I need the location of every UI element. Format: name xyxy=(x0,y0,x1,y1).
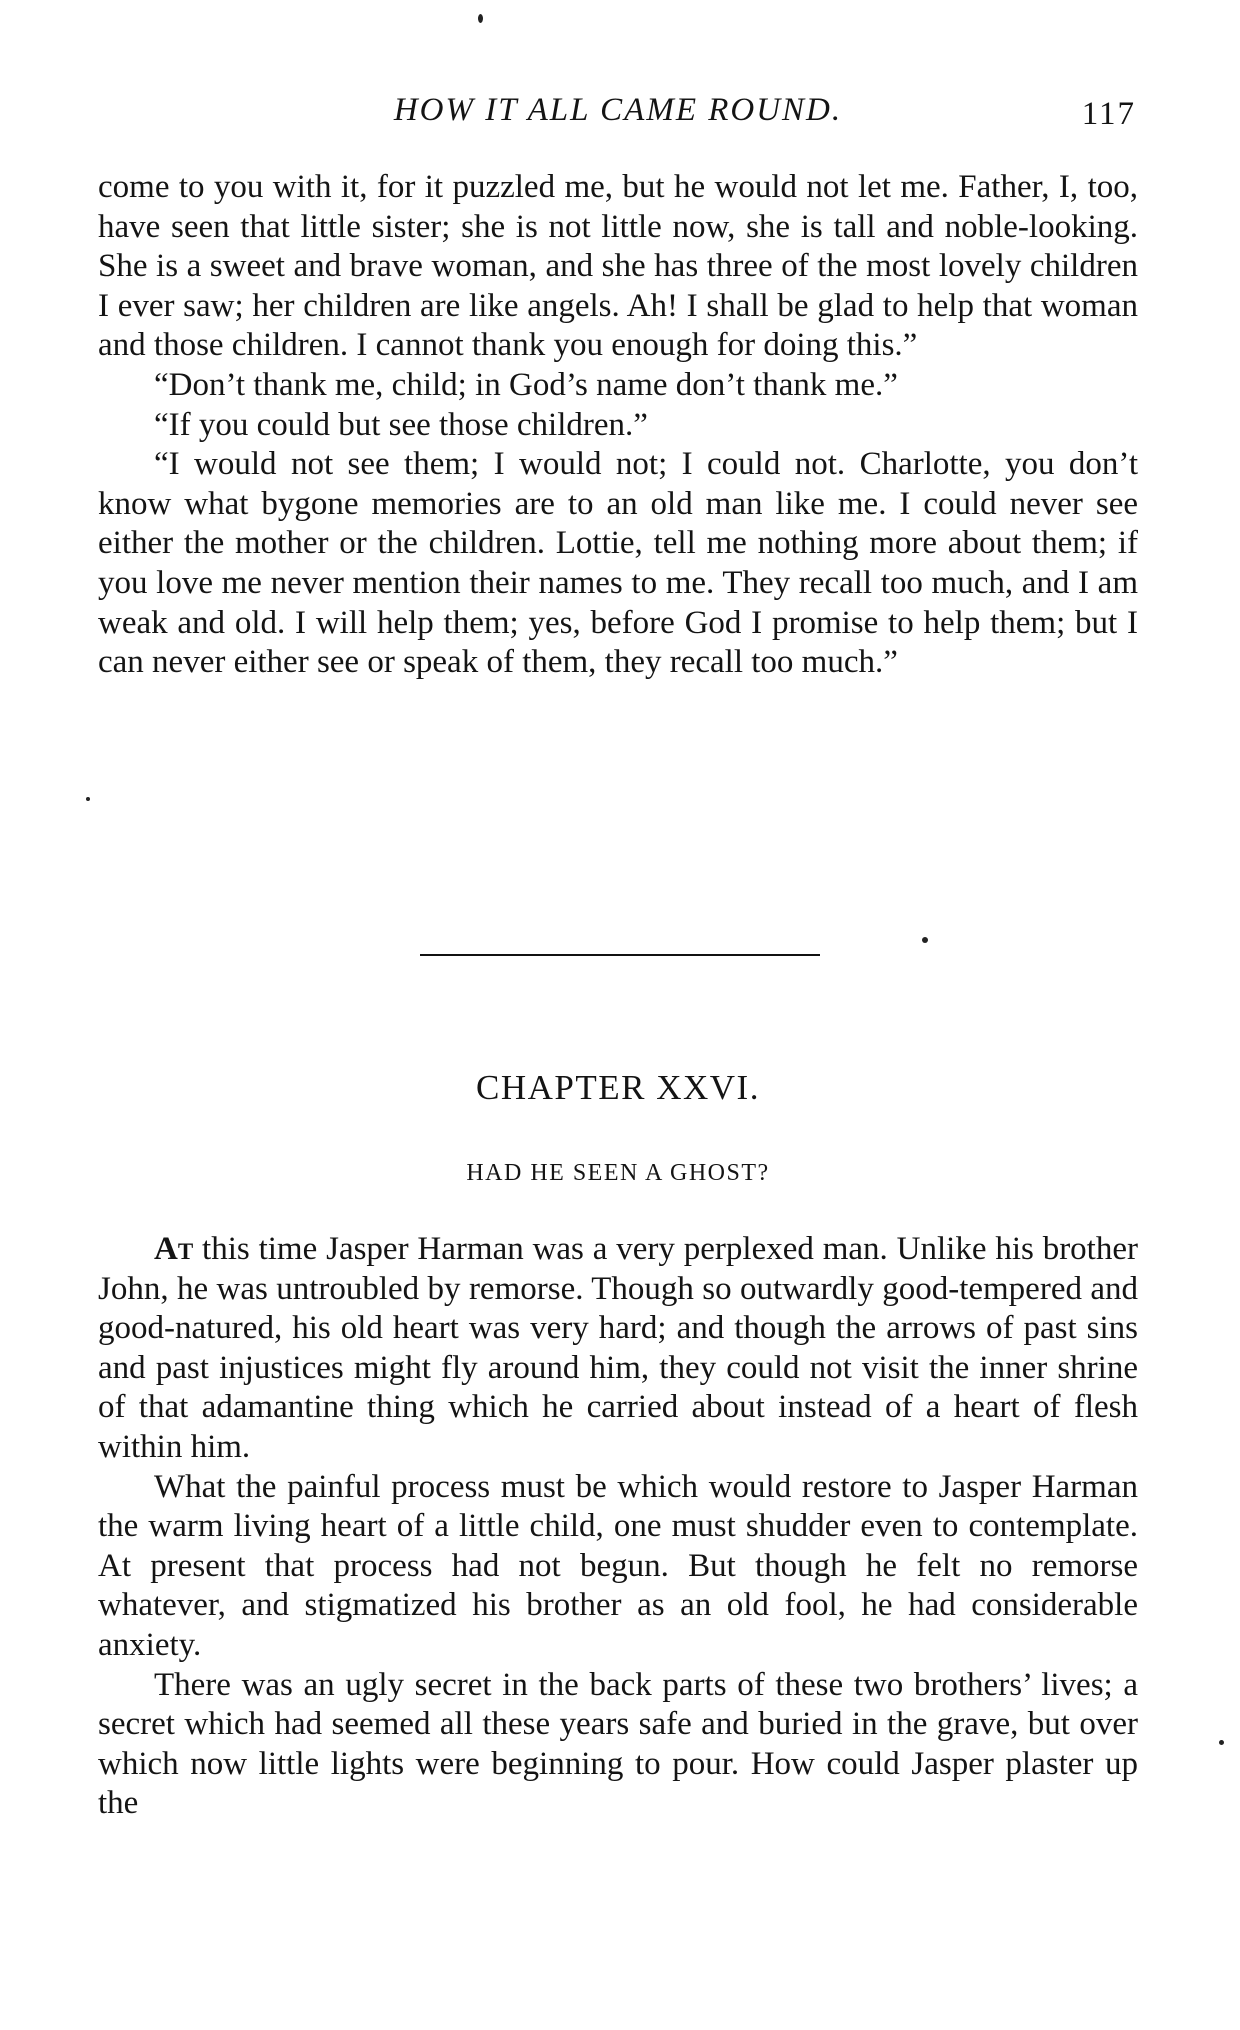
paragraph-text: this time Jasper Harman was a very perplexed man. Unlike his brother John, he was untroubled by remorse. Though so outwardly good-tempered and good-natured, his old heart was very hard; and though the arrows of past sins and past injustices might fly around him, they could not visit the inner shrine of that adamantine thing which he carried about instead of a heart of flesh within him. xyxy=(98,1231,1138,1465)
paragraph: “I would not see them; I would not; I could not. Charlotte, you don’t know what bygone memories are to an old man like me. I could never see either the mother or the children. Lottie, tell me nothing more about them; if you love me never mention their names to me. They recall too much, and I am weak and old. I will help them; yes, before God I promise to help them; but I can never either see or speak of them, they recall too much.” xyxy=(98,446,1138,681)
continued-text xyxy=(98,168,1138,683)
paragraph: There was an ugly secret in the back parts of these two brothers’ lives; a secret which had seemed all these years safe and buried in the grave, but over which now little lights were beginning to pour. How could Jasper plaster up the xyxy=(98,1666,1138,1822)
running-title: HOW IT ALL CAME ROUND. xyxy=(393,92,843,128)
chapter-title: CHAPTER XXVI. xyxy=(476,1068,760,1107)
paragraph: “Don’t thank me, child; in God’s name don’t thank me.” xyxy=(154,366,898,403)
paragraph xyxy=(98,1230,1138,1468)
scan-speck xyxy=(478,14,483,23)
scan-speck xyxy=(86,797,90,801)
paragraph: What the painful process must be which would restore to Jasper Harman the warm living heart of a little child, one must shudder even to contemplate. At present that process had not begun. But though he felt no remorse whatever, and stigmatized his brother as an old fool, he had considerable anxiety. xyxy=(98,1468,1138,1663)
chapter-text xyxy=(98,1230,1138,1824)
scan-speck xyxy=(922,937,928,943)
scan-speck xyxy=(1219,1740,1224,1745)
page-number: 117 xyxy=(1081,96,1136,132)
chapter-subtitle: HAD HE SEEN A GHOST? xyxy=(466,1160,770,1186)
paragraph: come to you with it, for it puzzled me, but he would not let me. Father, I, too, have seen that little sister; she is not little now, she is tall and noble-looking. She is a sweet and brave woman, and she has three of the most lovely children I ever saw; her children are like angels. Ah! I shall be glad to help that woman and those children. I cannot thank you enough for doing this.” xyxy=(98,169,1138,364)
paragraph: “If you could but see those children.” xyxy=(154,406,648,443)
opening-word: At xyxy=(154,1231,194,1267)
running-head xyxy=(98,92,1138,142)
section-divider xyxy=(420,954,820,956)
